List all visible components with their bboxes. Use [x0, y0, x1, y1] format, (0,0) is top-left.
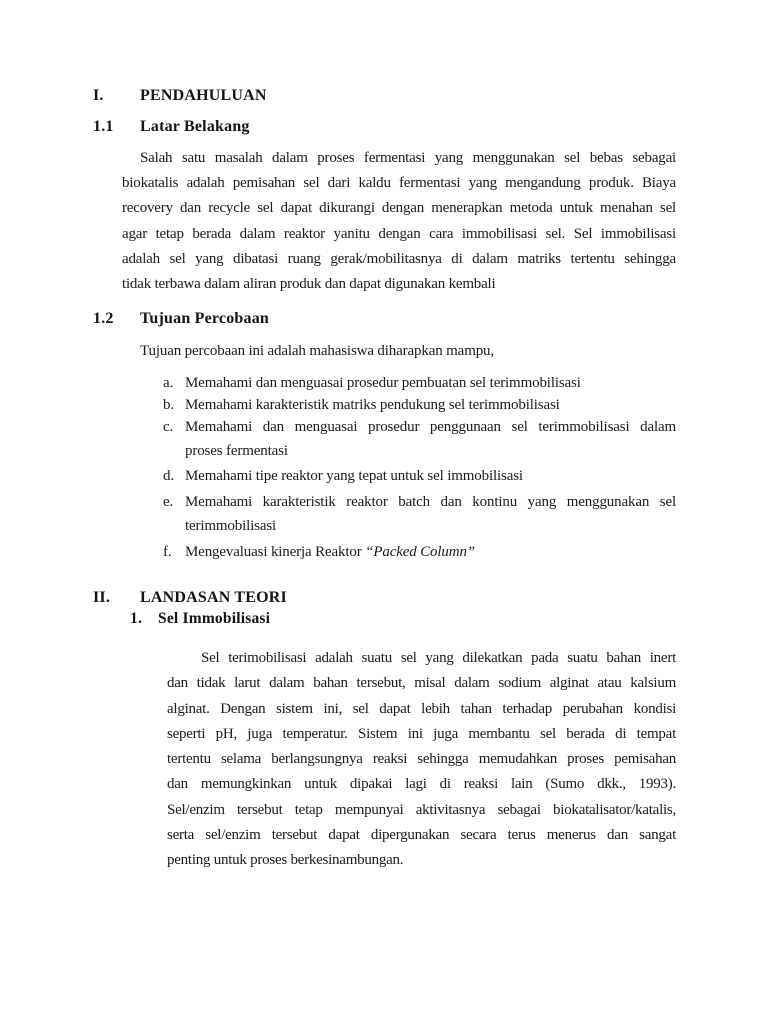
- section-heading-landasan-teori: [93, 588, 676, 608]
- paragraph-line: adalah sel yang dibatasi ruang gerak/mobilitasnya di dalam matriks tertentu sehingga: [122, 250, 676, 267]
- paragraph-line: serta sel/enzim tersebut dapat dipergunakan secara terus menerus dan sangat: [167, 827, 676, 844]
- paragraph-line: Sel terimobilisasi adalah suatu sel yang dilekatkan pada suatu bahan inert: [201, 650, 676, 666]
- list-item-text: [185, 540, 676, 564]
- list-item-line: proses fermentasi: [185, 443, 288, 459]
- list-item: [163, 415, 676, 463]
- subsection-number: 1.: [130, 610, 143, 627]
- paragraph-line: recovery dan recycle sel dapat dikurangi dengan menerapkan metoda untuk menahan sel: [122, 200, 676, 217]
- list-item: [163, 464, 676, 488]
- section-heading-pendahuluan: [93, 86, 676, 106]
- list-item-text: Memahami karakteristik matriks pendukung sel terimmobilisasi: [185, 397, 560, 413]
- list-item-marker: a.: [163, 375, 174, 391]
- list-item-text-regular: Mengevaluasi kinerja Reaktor: [185, 544, 366, 560]
- subsection-heading-sel-immobilisasi: [130, 609, 676, 629]
- subsection-number: 1.1: [93, 118, 114, 135]
- subsection-title: Sel Immobilisasi: [158, 610, 271, 627]
- subsection-heading-latar-belakang: [93, 117, 676, 137]
- objectives-list: [163, 371, 676, 564]
- list-item: [163, 393, 676, 417]
- list-item-marker: d.: [163, 468, 174, 484]
- subsection-heading-tujuan-percobaan: [93, 309, 676, 329]
- list-item-marker: f.: [163, 544, 172, 560]
- list-item: [163, 540, 676, 564]
- list-item-marker: e.: [163, 494, 174, 510]
- paragraph-line: penting untuk proses berkesinambungan.: [167, 852, 404, 869]
- paragraph-line: seperti pH, juga temperatur. Sistem ini juga membantu sel berada di tempat: [167, 725, 676, 742]
- subsection-title: Tujuan Percobaan: [140, 310, 270, 327]
- paragraph-line: Sel/enzim tersebut tetap mempunyai aktivitasnya sebagai biokatalisator/katalis,: [167, 801, 676, 818]
- list-item-marker: b.: [163, 397, 174, 413]
- paragraph-line: alginat. Dengan sistem ini, sel dapat lebih tahan terhadap perubahan kondisi: [167, 700, 676, 717]
- list-item-text: [185, 415, 676, 463]
- paragraph-line: dan tidak larut dalam bahan tersebut, misal dalam sodium alginat atau kalsium: [167, 675, 676, 692]
- list-item: [163, 490, 676, 538]
- paragraph-line: tertentu selama berlangsungnya reaksi sehingga memudahkan proses pemisahan: [167, 751, 676, 768]
- latar-belakang-paragraph: [122, 146, 676, 297]
- list-item-line: Memahami dan menguasai prosedur penggunaan sel terimmobilisasi dalam: [185, 419, 676, 435]
- subsection-title: Latar Belakang: [140, 118, 250, 135]
- section-number: I.: [93, 87, 104, 104]
- landasan-teori-paragraph: [167, 646, 676, 874]
- list-item-text: Memahami tipe reaktor yang tepat untuk sel immobilisasi: [185, 468, 523, 484]
- subsection-number: 1.2: [93, 310, 114, 327]
- section-title: PENDAHULUAN: [140, 87, 267, 104]
- list-item: [163, 371, 676, 395]
- section-title: LANDASAN TEORI: [140, 589, 287, 606]
- paragraph-line: tidak terbawa dalam aliran produk dan dapat digunakan kembali: [122, 276, 496, 293]
- list-item-text: [185, 490, 676, 538]
- section-number: II.: [93, 589, 111, 606]
- list-item-text-italic: “Packed Column”: [365, 544, 475, 560]
- paragraph-line: dan memungkinkan untuk dipakai lagi di reaksi lain (Sumo dkk., 1993).: [167, 776, 676, 793]
- paragraph-line: biokatalis adalah pemisahan sel dari kaldu fermentasi yang mengandung produk. Biaya: [122, 175, 676, 192]
- list-item-text: Memahami dan menguasai prosedur pembuatan sel terimmobilisasi: [185, 375, 581, 391]
- list-item-marker: c.: [163, 419, 174, 435]
- list-item-line: Memahami karakteristik reaktor batch dan kontinu yang menggunakan sel: [185, 494, 676, 510]
- list-item-line: terimmobilisasi: [185, 518, 277, 534]
- paragraph-line: agar tetap berada dalam reaktor yanitu dengan cara immobilisasi sel. Sel immobilisasi: [122, 225, 676, 242]
- tujuan-intro-text: Tujuan percobaan ini adalah mahasiswa diharapkan mampu,: [140, 343, 495, 359]
- paragraph-line: Salah satu masalah dalam proses fermentasi yang menggunakan sel bebas sebagai: [140, 150, 676, 166]
